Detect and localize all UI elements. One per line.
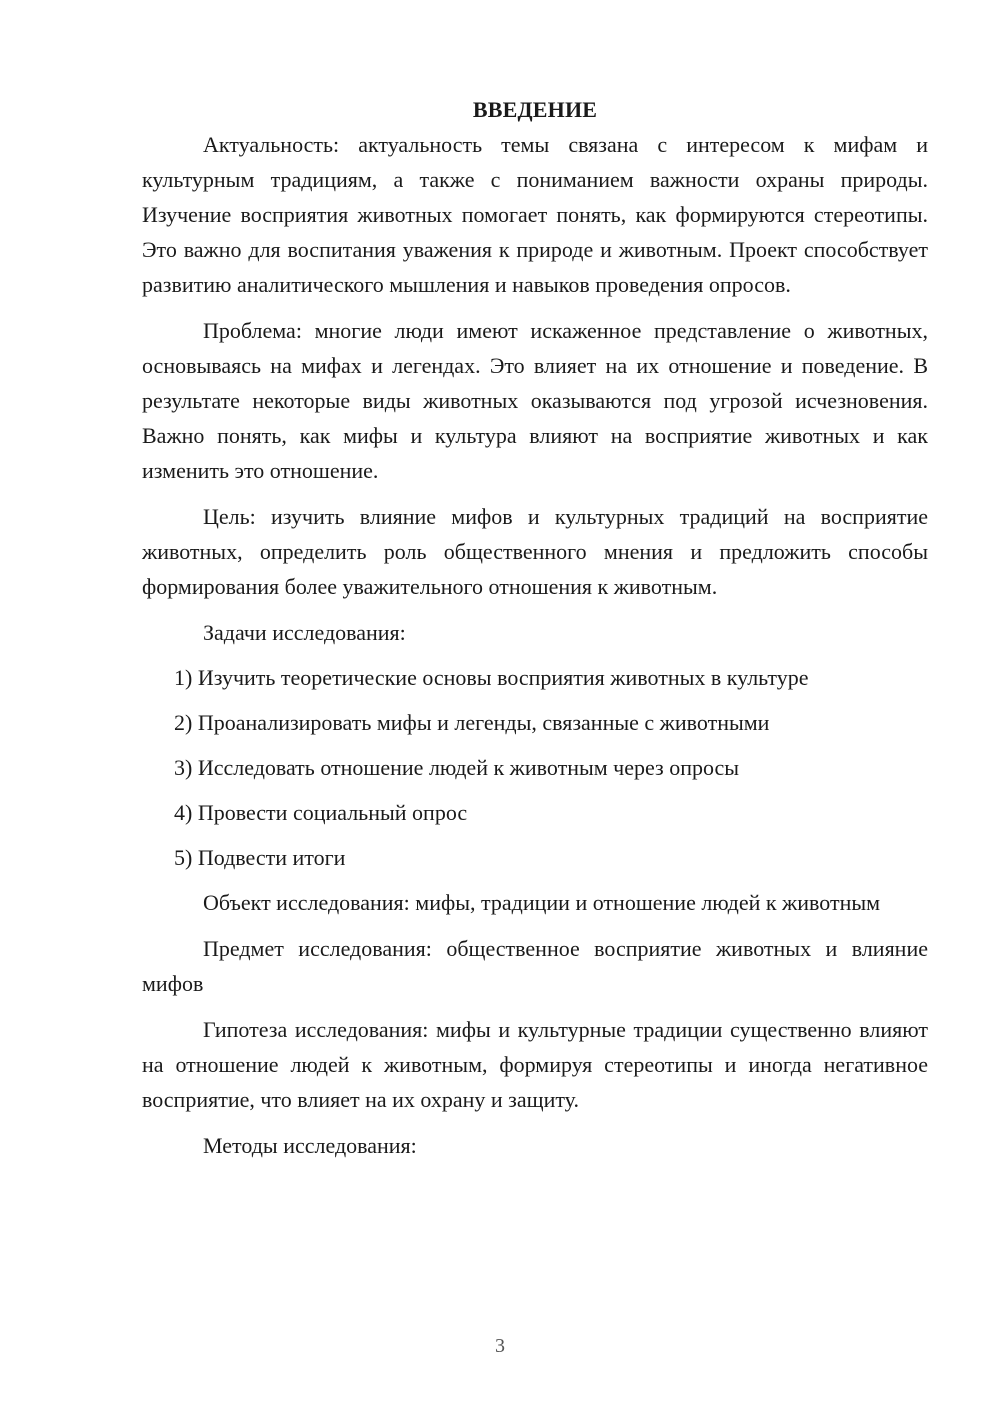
relevance-paragraph: Актуальность: актуальность темы связана с интересом к мифам и культурным традициям, а также с пониманием важности охраны природы. Изучение восприятия животных помогает понять, как формируются стереотипы. Это важно для воспитания уважения к природе и животным. Проект способствует развитию аналитического мышления и навыков проведения опросов.: [142, 132, 928, 297]
task-item: 5) Подвести итоги: [174, 845, 346, 870]
methods-heading: Методы исследования:: [203, 1133, 417, 1158]
document-page: [142, 92, 928, 1173]
task-item: 4) Провести социальный опрос: [174, 800, 468, 825]
tasks-list: [142, 660, 928, 875]
tasks-heading: Задачи исследования:: [203, 620, 406, 645]
page-number: 3: [495, 1335, 505, 1357]
goal-paragraph: Цель: изучить влияние мифов и культурных традиций на восприятие животных, определить роль общественного мнения и предложить способы формирования более уважительного отношения к животным.: [142, 504, 928, 599]
task-item: 3) Исследовать отношение людей к животным через опросы: [174, 755, 740, 780]
object-paragraph: Объект исследования: мифы, традиции и отношение людей к животным: [203, 890, 881, 915]
task-item: 1) Изучить теоретические основы восприятия животных в культуре: [174, 665, 809, 690]
section-title: ВВЕДЕНИЕ: [472, 97, 598, 122]
problem-paragraph: Проблема: многие люди имеют искаженное представление о животных, основываясь на мифах и легендах. Это влияет на их отношение и поведение. В результате некоторые виды животных оказываются под угрозой исчезновения. Важно понять, как мифы и культура влияют на восприятие животных и как изменить это отношение.: [142, 318, 928, 483]
task-item: 2) Проанализировать мифы и легенды, связанные с животными: [174, 710, 770, 735]
hypothesis-paragraph: Гипотеза исследования: мифы и культурные традиции существенно влияют на отношение людей к животным, формируя стереотипы и иногда негативное восприятие, что влияет на их охрану и защиту.: [142, 1017, 928, 1112]
subject-paragraph: Предмет исследования: общественное восприятие животных и влияние мифов: [142, 936, 928, 996]
